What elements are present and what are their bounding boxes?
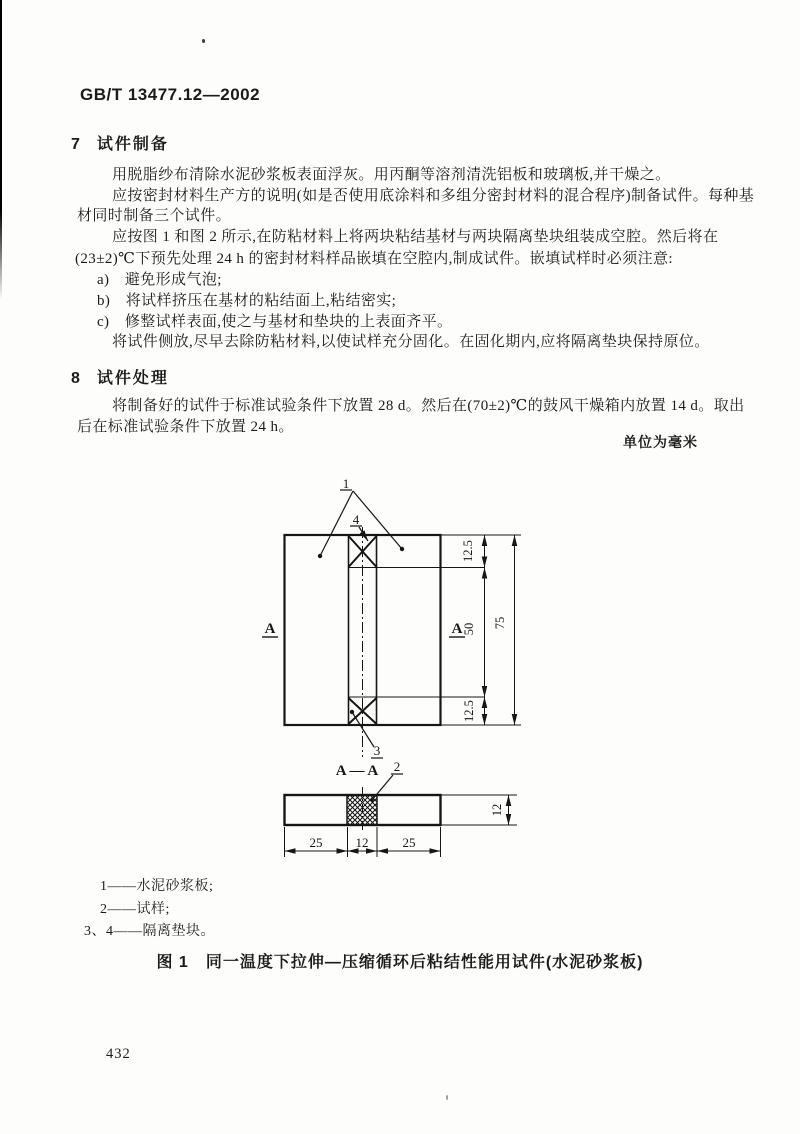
part-label-1: 1 bbox=[342, 476, 350, 491]
figure-caption: 图 1 同一温度下拉伸—压缩循环后粘结性能用试件(水泥砂浆板) bbox=[156, 954, 644, 971]
body-line: 应按密封材料生产方的说明(如是否使用底涂料和多组分密封材料的混合程序)制备试件。每种基 bbox=[112, 188, 755, 204]
list-item-b: b) 将试样挤压在基材的粘结面上,粘结密实; bbox=[97, 293, 397, 309]
list-item-a: a) 避免形成气泡; bbox=[97, 272, 222, 288]
page-number: 432 bbox=[106, 1046, 131, 1062]
dim-text-50: 50 bbox=[462, 622, 476, 636]
section-7-number: 7 bbox=[71, 136, 80, 153]
legend-item-2: 2——试样; bbox=[100, 902, 170, 917]
section-mark-right: A bbox=[451, 621, 463, 637]
unit-note: 单位为毫米 bbox=[623, 434, 698, 450]
standard-number: GB/T 13477.12—2002 bbox=[80, 85, 261, 104]
list-item-c: c) 修整试样表面,使之与基材和垫块的上表面齐平。 bbox=[97, 314, 453, 330]
section-8-title: 试件处理 bbox=[96, 370, 169, 387]
part-label-3: 3 bbox=[373, 743, 381, 758]
scan-speck bbox=[446, 1095, 448, 1100]
figure-1-drawing bbox=[250, 460, 530, 870]
body-line: 用脱脂纱布清除水泥砂浆板表面浮灰。用丙酮等溶剂清洗铝板和玻璃板,并干燥之。 bbox=[112, 167, 671, 183]
dim-thickness bbox=[442, 795, 518, 825]
dim-text-25-left: 25 bbox=[309, 835, 323, 850]
body-line: 应按图 1 和图 2 所示,在防粘材料上将两块粘结基材与两块隔离垫块组装成空腔。然后将在 bbox=[112, 229, 719, 245]
legend-item-3-4: 3、4——隔离垫块。 bbox=[84, 924, 215, 939]
body-line: 材同时制备三个试件。 bbox=[77, 208, 232, 224]
dim-text-12-5-bottom: 12.5 bbox=[462, 700, 476, 722]
dim-text-12-gap: 12 bbox=[355, 835, 369, 850]
body-line: (23±2)℃下预先处理 24 h 的密封材料样品嵌填在空腔内,制成试件。嵌填试样时必须注意: bbox=[75, 251, 673, 267]
section-8-heading bbox=[71, 365, 169, 388]
dim-text-25-right: 25 bbox=[402, 835, 416, 850]
dim-text-12-5-top: 12.5 bbox=[461, 540, 475, 562]
section-mark-left: A bbox=[264, 621, 276, 637]
legend-item-1: 1——水泥砂浆板; bbox=[100, 879, 214, 894]
body-line: 将试件侧放,尽早去除防粘材料,以使试样充分固化。在固化期内,应将隔离垫块保持原位。 bbox=[112, 334, 710, 350]
plan-view bbox=[262, 490, 521, 758]
part-label-2: 2 bbox=[393, 759, 401, 774]
section-7-title: 试件制备 bbox=[96, 136, 169, 153]
body-line: 后在标准试验条件下放置 24 h。 bbox=[77, 419, 294, 435]
section-view-title: A — A bbox=[335, 763, 379, 779]
scan-speck bbox=[202, 39, 205, 43]
part-label-4: 4 bbox=[352, 512, 360, 527]
leader-spacer-top bbox=[350, 526, 368, 541]
scan-edge-artifact bbox=[0, 0, 2, 300]
section-8-number: 8 bbox=[71, 370, 80, 387]
leader-plates bbox=[318, 490, 404, 558]
section-7-heading bbox=[71, 131, 169, 154]
dim-text-75: 75 bbox=[493, 616, 507, 630]
dim-text-12-thickness: 12 bbox=[490, 803, 504, 817]
body-line: 将制备好的试件于标准试验条件下放置 28 d。然后在(70±2)℃的鼓风干燥箱内放置 14 d。取出 bbox=[112, 398, 745, 414]
